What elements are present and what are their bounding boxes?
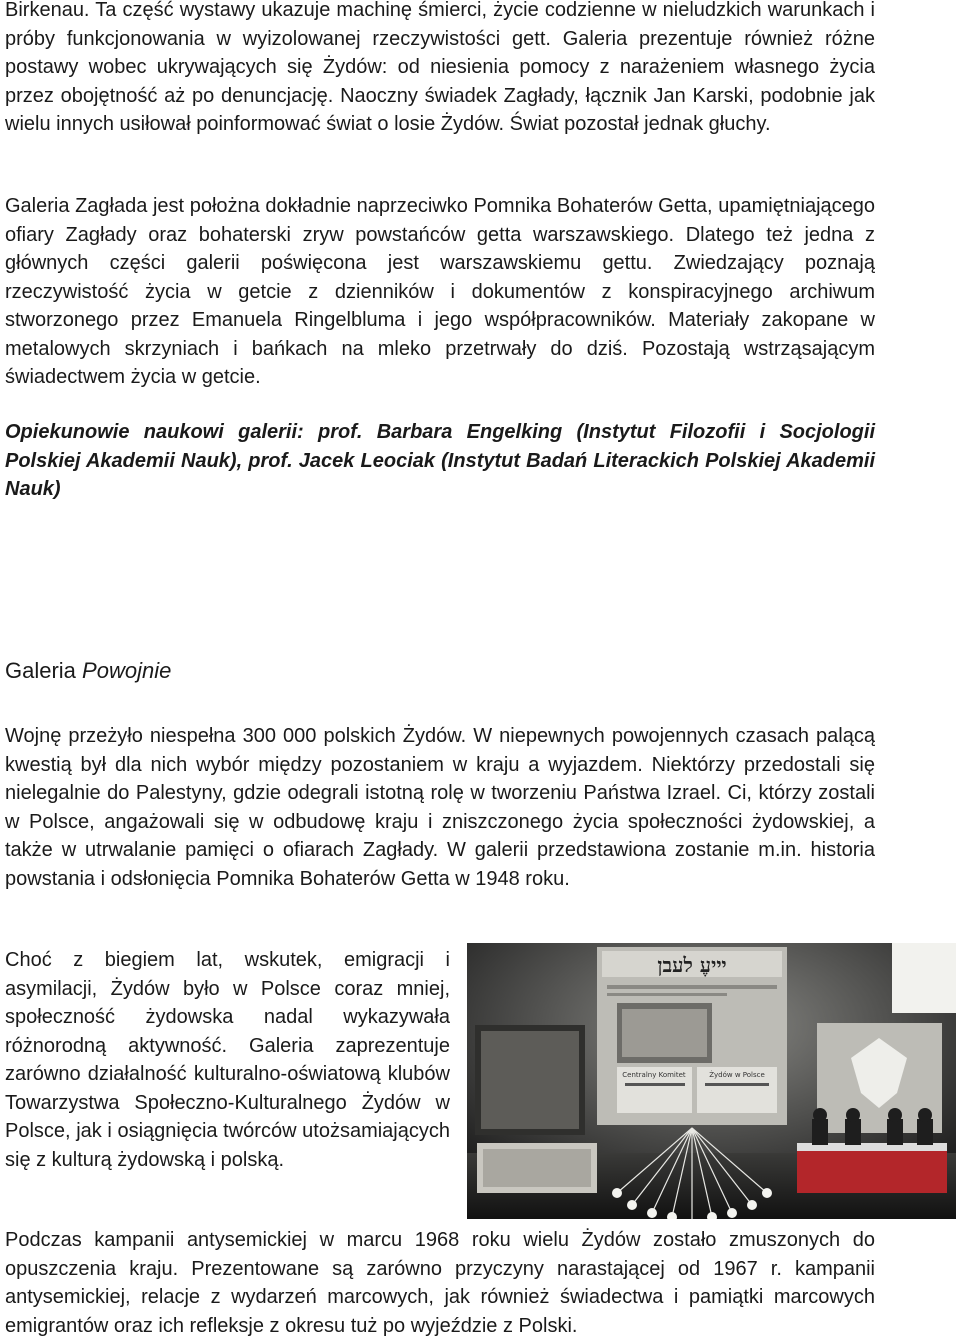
- paragraph-kampania-1968: Podczas kampanii antysemickiej w marcu 1968 roku wielu Żydów zostało zmuszonych do opuszczenia kraju. Prezentowane są zarówno przyczyny narastającej od 1967 r. kampanii antysemickiej, relacje z wydarzeń marcowych, jak również świadectwa i pamiątki marcowych emigrantów oraz ich refleksje z okresu tuż po wyjeździe z Polski.: [5, 1229, 875, 1337]
- paragraph-opiekunowie: Opiekunowie naukowi galerii: prof. Barbara Engelking (Instytut Filozofii i Socjologii Polskiej Akademii Nauk), prof. Jacek Leociak (Instytut Badań Literackich Polskiej Akademii Nauk): [5, 421, 875, 500]
- newspaper-masthead: ײיעֶ לעבן: [657, 953, 727, 977]
- heading-word-powojnie: Powojnie: [82, 658, 172, 683]
- paragraph-birkenau: Birkenau. Ta część wystawy ukazuje machinę śmierci, życie codzienne w nieludzkich warunkach i próby funkcjonowania w wyizolowanej rzeczywistości gett. Galeria prezentuje również różne postawy wobec ukrywających się Żydów: od niesienia pomocy z narażeniem własnego życia przez obojętność aż po denuncjację. Naoczny świadek Zagłady, łącznik Jan Karski, podobnie jak wielu innych usiłował poinformować świat o losie Żydów. Świat pozostał jednak głuchy.: [5, 0, 875, 135]
- panel-right-caption: Żydów w Polsce: [709, 1071, 765, 1079]
- paragraph-choc-z-biegiem-lat: Choć z biegiem lat, wskutek, emigracji i asymilacji, Żydów było w Polsce coraz mniej, społeczność żydowska nadal wykazywała różnorodną aktywność. Galeria zaprezentuje zarówno działalność kulturalno-oświatową klubów Towarzystwa Społeczno-Kulturalnego Żydów w Polsce, jak i osiągnięcia twórców utożsamiających się z kulturą żydowską i polską.: [5, 949, 450, 1171]
- paragraph-galeria-zaglada: Galeria Zagłada jest położna dokładnie naprzeciwko Pomnika Bohaterów Getta, upamiętniającego ofiary Zagłady oraz bohaterski zryw powstańców getta warszawskiego. Dlatego też jedna z głównych części galerii poświęcona jest warszawskiemu gettu. Zwiedzający poznają rzeczywistość życia w getcie z dzienników i dokumentów z konspiracyjnego archiwum stworzonego przez Emanuela Ringelbluma i jego współpracowników. Materiały zakopane w metalowych skrzyniach i bańkach na mleko przetrwały do dziś. Pozostają wstrząsającym świadectwem życia w getcie.: [5, 195, 875, 388]
- heading-word-galeria: Galeria: [5, 658, 76, 683]
- panel-left-caption: Centralny Komitet: [622, 1071, 686, 1079]
- exhibit-illustration: [467, 943, 956, 1219]
- paragraph-wojne-przezylo: Wojnę przeżyło niespełna 300 000 polskich Żydów. W niepewnych powojennych czasach palącą kwestią był dla nich wybór między pozostaniem w kraju a wyjazdem. Niektórzy przedostali się nielegalnie do Palestyny, gdzie odegrali istotną rolę w tworzeniu Państwa Izrael. Ci, którzy zostali w Polsce, angażowali się w odbudowę kraju i zniszczonego życia społeczności żydowskiej, a także w utrwalanie pamięci o ofiarach Zagłady. W galerii przedstawiona zostanie m.in. historia powstania i odsłonięcia Pomnika Bohaterów Getta w 1948 roku.: [5, 725, 875, 890]
- exhibit-visualization-image: [467, 943, 956, 1219]
- heading-galeria-powojnie: [5, 658, 171, 684]
